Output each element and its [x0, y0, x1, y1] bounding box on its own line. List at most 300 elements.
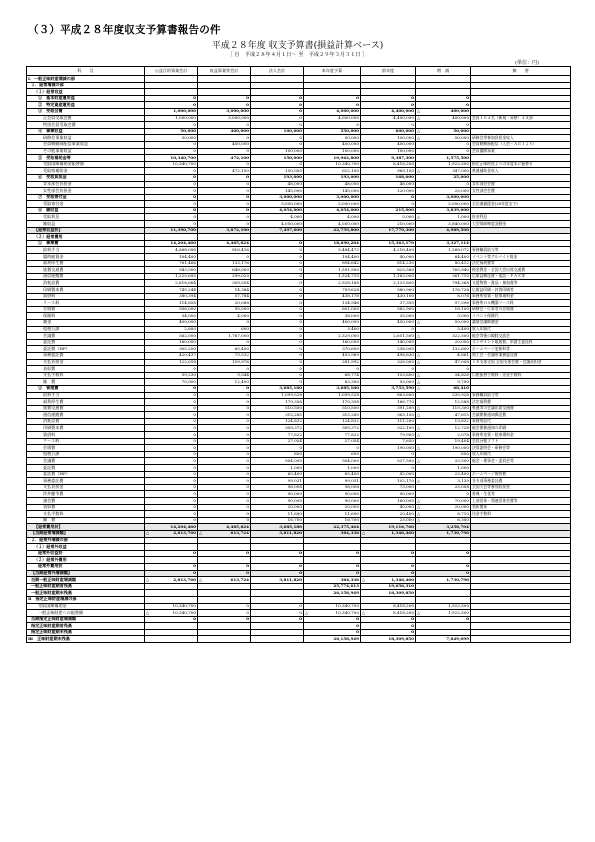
amount-cell: 38,000	[304, 313, 361, 320]
amount-cell	[361, 544, 416, 551]
table-row	[27, 563, 571, 570]
table-row	[27, 392, 571, 399]
remarks-cell	[471, 76, 571, 83]
remarks-cell: ホームページ更新料等	[471, 346, 571, 353]
amount-cell: 0	[145, 141, 198, 148]
remarks-cell: 法定福利費	[471, 399, 571, 406]
amount-cell: 0	[198, 451, 251, 458]
table-body	[27, 76, 571, 643]
amount-cell: 863,600	[361, 392, 416, 399]
row-label: 事務委託費	[27, 352, 145, 359]
remarks-cell	[471, 194, 571, 201]
row-label: 印刷製本費	[27, 287, 145, 294]
amount-cell: 48,000	[361, 181, 416, 188]
remarks-cell: 支援物資・賞品・参加賞等	[471, 280, 571, 287]
row-label: 給料手当	[27, 392, 145, 399]
amount-cell: △ 2,078	[417, 431, 469, 437]
row-label: 【当期経常増減額】	[27, 530, 145, 537]
amount-cell: 0	[145, 491, 198, 498]
amount-cell: 0	[145, 207, 198, 214]
amount-cell: 0	[145, 438, 198, 445]
amount-cell: 4,000,000	[304, 108, 361, 115]
table-row	[27, 498, 571, 505]
remarks-cell: 事務職員給与等	[471, 247, 571, 254]
table-row	[27, 432, 571, 439]
amount-cell: 0	[198, 616, 251, 623]
amount-cell: 0	[198, 339, 251, 346]
row-label: 租税公課	[27, 451, 145, 458]
amount-cell: 384,336	[304, 530, 361, 537]
amount-cell: 3,000,000	[416, 201, 471, 208]
amount-cell: 4,054,000	[304, 207, 361, 214]
amount-cell: 0	[145, 511, 198, 518]
remarks-cell: 法定福利費等	[471, 260, 571, 267]
table-row	[27, 418, 571, 425]
amount-cell: 100,000	[251, 148, 304, 155]
amount-cell	[198, 76, 251, 83]
amount-cell: 510,500	[251, 405, 304, 412]
amount-cell: 363,100	[361, 412, 416, 419]
remarks-cell	[471, 155, 571, 162]
table-row	[27, 451, 571, 458]
amount-cell: 400,000	[361, 141, 416, 148]
amount-cell: 20,088	[198, 300, 251, 307]
table-row	[27, 636, 571, 643]
amount-cell: 0	[251, 313, 304, 320]
amount-cell: 179,358	[304, 399, 361, 406]
fiscal-period: ［ 自 平成２８年４月１日～ 至 平成２９年３月３１日 ］	[227, 52, 368, 58]
amount-cell	[198, 590, 251, 597]
amount-cell: 391,200	[361, 405, 416, 412]
row-label: 委託費	[27, 339, 145, 346]
remarks-cell	[471, 550, 571, 557]
amount-cell: 238,000	[361, 346, 416, 353]
row-label: 特別会員受取会費	[27, 122, 145, 129]
amount-cell: 2,928,168	[304, 280, 361, 287]
amount-cell: 3,327,114	[416, 240, 471, 247]
amount-cell: 765,940	[416, 267, 471, 274]
table-row	[27, 273, 571, 280]
column-header: 収益事業等会計	[198, 67, 251, 76]
table-row	[27, 366, 571, 373]
table-row	[27, 583, 571, 590]
amount-cell	[416, 629, 471, 636]
amount-cell: 11,690	[251, 511, 304, 518]
amount-cell: 0	[198, 550, 251, 557]
row-label: ② 管理費	[27, 385, 145, 392]
amount-cell	[198, 544, 251, 551]
amount-cell: 438,178	[304, 293, 361, 300]
remarks-cell: 県連等の会議出席交通費	[471, 405, 571, 412]
amount-cell: △ 1,922,500	[417, 609, 469, 615]
row-label: ２．経常外増減の部	[27, 537, 145, 544]
amount-cell: 20,000	[304, 504, 361, 511]
amount-cell: 0	[198, 122, 251, 129]
amount-cell: 759,628	[304, 287, 361, 294]
table-row	[27, 135, 571, 142]
remarks-cell: 事務用品代	[471, 418, 571, 425]
amount-cell: 0	[251, 346, 304, 353]
amount-cell: △ 400,000	[417, 108, 469, 114]
amount-cell: 25,000	[416, 188, 471, 195]
amount-cell: 0	[416, 616, 471, 623]
amount-cell: 8,418,200	[361, 603, 416, 610]
amount-cell: 0	[198, 214, 251, 221]
amount-cell: 0	[361, 451, 416, 458]
remarks-cell	[471, 590, 571, 597]
row-label: リース料	[27, 300, 145, 307]
row-label: 経常外費用計	[27, 563, 145, 570]
table-row	[27, 385, 571, 392]
amount-cell	[145, 89, 198, 96]
amount-cell	[145, 234, 198, 241]
amount-cell: 361,715	[416, 273, 471, 280]
row-label: Ⅰ．一般正味財産増減の部	[27, 76, 145, 83]
amount-cell	[416, 590, 471, 597]
amount-cell: 77,822	[304, 432, 361, 439]
row-label: 支払負担金	[27, 359, 145, 366]
amount-cell: 122,016	[145, 359, 198, 366]
table-row	[27, 188, 571, 195]
amount-cell	[361, 76, 416, 83]
amount-cell: 0	[145, 445, 198, 452]
amount-cell: 90,000	[304, 498, 361, 505]
table-row	[27, 550, 571, 557]
row-label: 事務委託費	[27, 478, 145, 485]
amount-cell: 0	[145, 214, 198, 221]
amount-cell: 0	[416, 570, 471, 577]
row-label: 受取国庫補助金	[27, 603, 145, 610]
amount-cell	[361, 89, 416, 96]
amount-cell: 0	[416, 181, 471, 188]
amount-cell: 0	[304, 122, 361, 129]
amount-cell: 102,170	[361, 478, 416, 485]
amount-cell: 50,000	[145, 135, 198, 142]
table-row	[27, 359, 571, 366]
amount-cell: 27,054	[251, 438, 304, 445]
page-heading: （３）平成２８年度収支予算書報告の件	[28, 24, 221, 36]
amount-cell: 0	[145, 478, 198, 485]
remarks-cell: 青年部会会費	[471, 181, 571, 188]
amount-cell	[251, 537, 304, 544]
amount-cell: 8,418,200	[361, 161, 416, 168]
row-label: 旅費交通費	[27, 267, 145, 274]
table-row	[27, 379, 571, 386]
amount-cell: 150,000	[251, 155, 304, 162]
amount-cell: 1,000,000	[145, 115, 198, 122]
remarks-cell: イベント保険代	[471, 313, 571, 320]
amount-cell: 0	[198, 438, 251, 445]
amount-cell: 3,400	[416, 326, 471, 333]
row-label: 臨時雇賃金	[27, 254, 145, 261]
amount-cell: 16,700	[251, 517, 304, 524]
amount-cell: 0	[198, 432, 251, 439]
amount-cell: 3,000,000	[304, 194, 361, 201]
table-row	[27, 471, 571, 478]
remarks-cell	[471, 82, 571, 89]
amount-cell: 0	[198, 484, 251, 491]
amount-cell: 0	[145, 465, 198, 472]
amount-cell: 1,000	[251, 465, 304, 472]
amount-cell: 9,387,300	[361, 155, 416, 162]
remarks-cell: 会員台帳ソフト	[471, 438, 571, 445]
amount-cell: 0	[251, 293, 304, 300]
amount-cell	[361, 557, 416, 564]
amount-cell: 0	[361, 465, 416, 472]
row-label: １．経常増減の部	[27, 82, 145, 89]
amount-cell: 0	[198, 95, 251, 102]
amount-cell	[251, 590, 304, 597]
amount-cell: 0	[145, 517, 198, 524]
amount-cell: 0	[361, 550, 416, 557]
amount-cell: 0	[198, 563, 251, 570]
amount-cell: 0	[145, 570, 198, 577]
amount-cell: 1,524,715	[304, 273, 361, 280]
amount-cell: 3,000,000	[416, 194, 471, 201]
header-row	[27, 67, 571, 76]
amount-cell	[198, 636, 251, 643]
amount-cell	[416, 583, 471, 590]
amount-cell: 0	[145, 412, 198, 419]
amount-cell: 0	[198, 174, 251, 181]
amount-cell	[251, 583, 304, 590]
amount-cell: 42,000	[361, 471, 416, 478]
amount-cell	[251, 234, 304, 241]
amount-cell: 120,000	[361, 188, 416, 195]
amount-cell: 0	[198, 498, 251, 505]
unit-label: (単位：円)	[515, 60, 539, 66]
amount-cell: △ 34,826	[417, 372, 469, 378]
amount-cell	[145, 590, 198, 597]
amount-cell: 0	[361, 194, 416, 201]
amount-cell: 305,200	[145, 346, 198, 353]
amount-cell: 7,650	[361, 438, 416, 445]
amount-cell	[145, 82, 198, 89]
amount-cell: 0	[198, 425, 251, 432]
remarks-cell	[471, 610, 571, 617]
row-label: ③ 受取会費	[27, 108, 145, 115]
remarks-cell	[471, 234, 571, 241]
row-label: 【経常収益計】	[27, 227, 145, 234]
row-label: 支払負担金	[27, 484, 145, 491]
remarks-cell: 総会等後の親睦交流会	[471, 333, 571, 340]
amount-cell: 0	[251, 287, 304, 294]
table-row	[27, 603, 571, 610]
amount-cell: △ 70,000	[417, 497, 469, 503]
amount-cell: 622,100	[304, 168, 361, 175]
amount-cell: 4,050,000	[251, 221, 304, 228]
amount-cell: 3,000,000	[198, 108, 251, 115]
remarks-cell	[471, 530, 571, 537]
amount-cell: 0	[251, 161, 304, 168]
amount-cell: 0	[361, 326, 416, 333]
remarks-cell: 表彰関係	[471, 504, 571, 511]
amount-cell: 0	[198, 418, 251, 425]
amount-cell: 22,759,800	[304, 227, 361, 234]
amount-cell: 1,000,000	[145, 108, 198, 115]
amount-cell: 0	[198, 181, 251, 188]
amount-cell: 150,000	[251, 168, 304, 175]
amount-cell: 15,363,170	[361, 240, 416, 247]
amount-cell: 2,329,000	[304, 333, 361, 340]
amount-cell: 83,300	[304, 379, 361, 386]
amount-cell: 0	[145, 616, 198, 623]
amount-cell: △ 10,340,700	[146, 609, 196, 615]
amount-cell: 73,000	[361, 484, 416, 491]
amount-cell: 20,000	[416, 339, 471, 346]
table-row	[27, 438, 571, 445]
amount-cell: 582,900	[361, 306, 416, 313]
amount-cell: 0	[251, 95, 304, 102]
amount-cell: 1,099,528	[251, 392, 304, 399]
amount-cell: 1,000	[304, 465, 361, 472]
amount-cell: 315,285	[304, 412, 361, 419]
amount-cell: 450,000	[361, 319, 416, 326]
table-row	[27, 174, 571, 181]
amount-cell: 0	[145, 122, 198, 129]
row-label: 指定正味財産期末残高	[27, 629, 145, 636]
row-label: 渉外慶弔費	[27, 491, 145, 498]
amount-cell: 14,204,460	[145, 524, 198, 531]
amount-cell	[416, 623, 471, 630]
table-row	[27, 319, 571, 326]
amount-cell: 70,900	[145, 379, 198, 386]
amount-cell: 4,000,000	[304, 115, 361, 122]
row-label: 保険料	[27, 313, 145, 320]
table-row	[27, 194, 571, 201]
row-label: 正会員受取会費	[27, 115, 145, 122]
amount-cell: 2,651,500	[361, 333, 416, 340]
table-row	[27, 214, 571, 221]
amount-cell: 0	[198, 385, 251, 392]
remarks-cell	[471, 557, 571, 564]
amount-cell: 114,858	[145, 300, 198, 307]
amount-cell: 0	[145, 188, 198, 195]
remarks-cell	[471, 102, 571, 109]
table-row	[27, 405, 571, 412]
amount-cell: △ 400,000	[417, 115, 469, 121]
amount-cell: 0	[198, 445, 251, 452]
amount-cell: 0	[416, 550, 471, 557]
amount-cell: △ 6,300	[417, 517, 469, 523]
table-row	[27, 82, 571, 89]
row-label: 賃借料	[27, 432, 145, 439]
remarks-cell: 事務所ＯＡ機器リース料	[471, 300, 571, 307]
amount-cell: 19,116,760	[361, 524, 416, 531]
row-label: 表彰費	[27, 504, 145, 511]
row-label: 受取国庫補助金振替額	[27, 161, 145, 168]
amount-cell: 57,784	[198, 293, 251, 300]
remarks-cell	[471, 174, 571, 181]
amount-cell: 1,099,528	[304, 392, 361, 399]
row-label: 雑 費	[27, 379, 145, 386]
table-row	[27, 155, 571, 162]
remarks-cell	[471, 537, 571, 544]
table-row	[27, 484, 571, 491]
amount-cell: 0	[251, 306, 304, 313]
row-label: 通信運搬費	[27, 412, 145, 419]
row-label: （２）経常費用	[27, 234, 145, 241]
amount-cell	[304, 82, 361, 89]
amount-cell	[198, 557, 251, 564]
amount-cell: △ 347,000	[417, 167, 469, 173]
amount-cell: 0	[145, 484, 198, 491]
amount-cell: 27,054	[304, 438, 361, 445]
amount-cell: 235,928	[416, 392, 471, 399]
amount-cell: △ 2,813,760	[146, 576, 196, 582]
table-row	[27, 339, 571, 346]
amount-cell: 0	[145, 451, 198, 458]
amount-cell	[416, 544, 471, 551]
remarks-cell: 広報誌印刷・封筒印刷等	[471, 287, 571, 294]
amount-cell	[198, 234, 251, 241]
row-label: 旅費交通費	[27, 405, 145, 412]
amount-cell: 22,375,464	[304, 524, 361, 531]
amount-cell	[251, 636, 304, 643]
amount-cell: 98,008	[251, 484, 304, 491]
remarks-cell: 総会開催通知の印刷	[471, 425, 571, 432]
amount-cell: 894,642	[304, 260, 361, 267]
row-label: 【当期経常外増減額】	[27, 570, 145, 577]
amount-cell: 25,774,613	[304, 583, 361, 590]
amount-cell	[251, 89, 304, 96]
amount-cell: 23,000	[361, 517, 416, 524]
amount-cell: 2,618,664	[145, 280, 198, 287]
amount-cell: 193,000	[251, 174, 304, 181]
amount-cell: 745,244	[145, 287, 198, 294]
amount-cell: 3,840,000	[416, 221, 471, 228]
amount-cell: 0	[198, 458, 251, 465]
amount-cell: 35,000	[361, 313, 416, 320]
amount-cell: △ 10,340,700	[305, 609, 359, 615]
amount-cell: 0	[251, 102, 304, 109]
amount-cell: 504,000	[304, 458, 361, 465]
amount-cell: 0	[198, 135, 251, 142]
amount-cell: 79,900	[361, 432, 416, 439]
amount-cell: 0	[198, 207, 251, 214]
amount-cell: 124,832	[304, 418, 361, 425]
amount-cell: 0	[251, 108, 304, 115]
amount-cell: 4,485,824	[198, 240, 251, 247]
amount-cell: △ 50,000	[417, 134, 469, 140]
remarks-cell	[471, 366, 571, 373]
amount-cell: 0	[304, 563, 361, 570]
row-label: 謝金	[27, 319, 145, 326]
amount-cell: 100,000	[361, 135, 416, 142]
amount-cell	[198, 596, 251, 603]
row-label: 給料手当	[27, 247, 145, 254]
amount-cell: 50,000	[145, 128, 198, 135]
amount-cell: 794,368	[416, 280, 471, 287]
amount-cell: 0	[145, 95, 198, 102]
row-label: 会場費	[27, 306, 145, 313]
amount-cell: 0	[304, 616, 361, 623]
table-header	[27, 67, 571, 76]
amount-cell: 93,000	[361, 379, 416, 386]
amount-cell	[416, 234, 471, 241]
amount-cell	[416, 89, 471, 96]
amount-cell: 104,400	[304, 254, 361, 261]
amount-cell: 0	[251, 610, 304, 617]
amount-cell: 309,504	[198, 280, 251, 287]
amount-cell: 322,100	[361, 425, 416, 432]
amount-cell: 20,400	[361, 511, 416, 518]
amount-cell: 326,000	[361, 359, 416, 366]
remarks-cell	[471, 128, 571, 135]
column-header: 科 目	[27, 67, 145, 76]
amount-cell: 90,000	[251, 498, 304, 505]
table-row	[27, 629, 571, 636]
